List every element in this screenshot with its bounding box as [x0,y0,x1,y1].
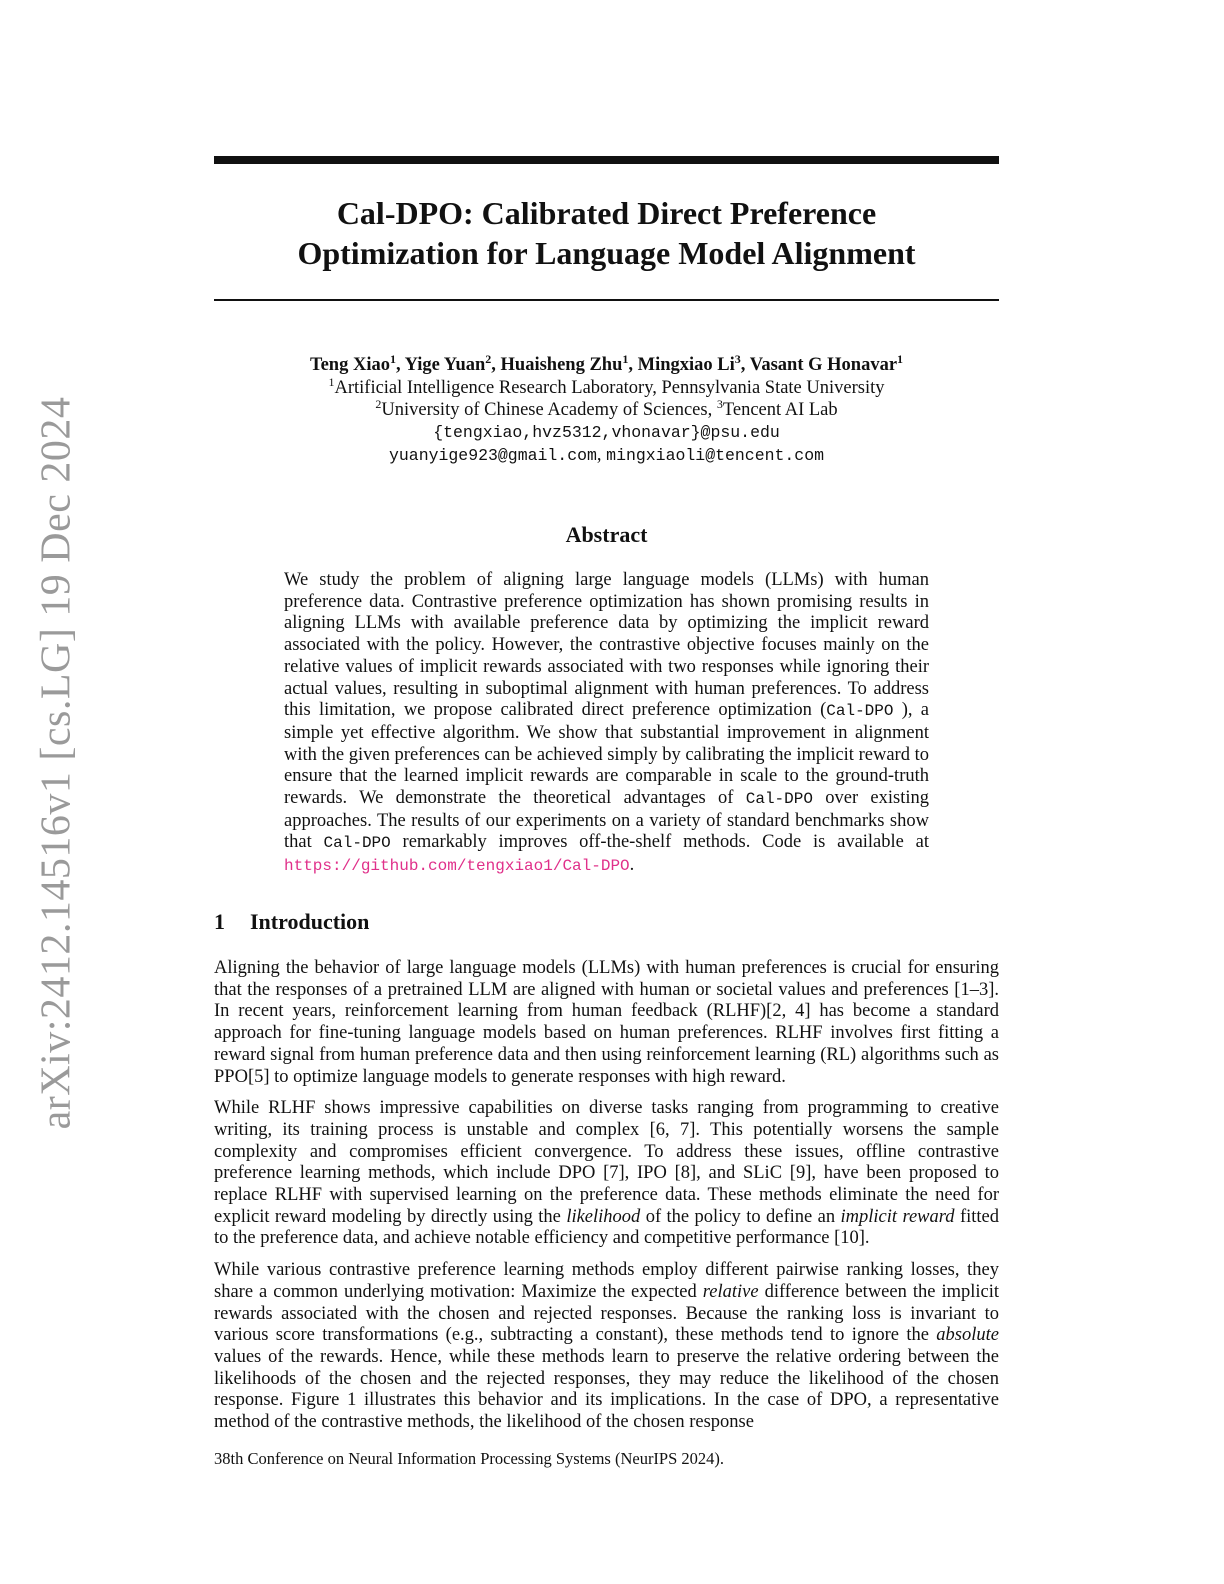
title-bottom-rule [214,299,999,301]
conference-footnote: 38th Conference on Neural Information Processing Systems (NeurIPS 2024). [214,1449,725,1468]
author-block [214,351,999,468]
method-name: Cal-DPO [323,834,391,853]
paragraph: While RLHF shows impressive capabilities on diverse tasks ranging from programming to creative writing, its training process is unstable and complex [6, 7]. This potentially worsens the sample complexity and compromises efficient convergence. To address these issues, offline contrastive preference learning methods, which include DPO [7], IPO [8], and SLiC [9], have been proposed to replace RLHF with supervised learning on the preference data. These methods eliminate the need for explicit reward modeling by directly using the likelihood of the policy to define an implicit reward fitted to the preference data, and achieve notable efficiency and competitive performance [10]. [214,1098,999,1249]
introduction-body [214,958,999,1444]
email-line-2: yuanyige923@gmail.com, mingxiaoli@tencent.com [388,445,825,465]
paper-title: Cal-DPO: Calibrated Direct Preference Optimization for Language Model Alignment [297,195,916,271]
title-top-rule [214,156,999,164]
author: Mingxiao Li$^3$, [637,351,750,375]
arxiv-sidebar [20,396,92,1129]
author: Teng Xiao$^1$, [309,351,405,375]
arxiv-identifier: arXiv:2412.14516v1 [cs.LG] 19 Dec 2024 [33,396,80,1129]
code-repo-link[interactable]: https://github.com/tengxiao1/Cal-DPO [284,857,630,876]
author-list [214,351,999,377]
affiliation-line-2: $^2$University of Chinese Academy of Sciences, $^3$Tencent AI Lab [375,396,838,420]
abstract-text: We study the problem of aligning large language models (LLMs) with human preference data. Contrastive preference optimization has shown promising results in aligning LLMs with available preference data by optimizing the implicit reward associated with the policy. However, the contrastive objective focuses mainly on the relative values of implicit rewards associated with two responses while ignoring their actual values, resulting in suboptimal alignment with human preferences. To address this limitation, we propose calibrated direct preference optimization (Cal-DPO ), a simple yet effective algorithm. We show that substantial improvement in alignment with the given preferences can be achieved simply by calibrating the implicit reward to ensure that the learned implicit rewards are comparable in scale to the ground-truth rewards. We demonstrate the theoretical advantages of Cal-DPO over existing approaches. The results of our experiments on a variety of standard benchmarks show that Cal-DPO remarkably improves off-the-shelf methods. Code is available at https://github.com/tengxiao1/Cal-DPO. [284,570,930,876]
method-name: Cal-DPO [745,790,813,809]
author: Yige Yuan$^2$, [404,351,501,375]
author: Huaisheng Zhu$^1$, [500,351,638,375]
email-line-1: {tengxiao,hvz5312,vhonavar}@psu.edu [433,422,780,442]
section-heading-introduction: 1 Introduction [214,909,370,934]
abstract-heading: Abstract [565,522,648,547]
author: Vasant G Honavar$^1$ [749,351,904,375]
method-name: Cal-DPO [826,702,894,721]
affiliation-line-1: $^1$Artificial Intelligence Research Laboratory, Pennsylvania State University [328,374,885,398]
paragraph: Aligning the behavior of large language models (LLMs) with human preferences is crucial for ensuring that the responses of a pretrained LLM are aligned with human or societal values and preferences [1–3]. In recent years, reinforcement learning from human feedback (RLHF)[2, 4] has become a standard approach for fine-tuning language models based on human preferences. RLHF involves first fitting a reward signal from human preference data and then using reinforcement learning (RL) algorithms such as PPO[5] to optimize language models to generate responses with high reward. [214,958,999,1087]
paragraph: While various contrastive preference learning methods employ different pairwise ranking losses, they share a common underlying motivation: Maximize the expected relative difference between the implicit rewards associated with the chosen and rejected responses. Because the ranking loss is invariant to various score transformations (e.g., subtracting a constant), these methods tend to ignore the absolute values of the rewards. Hence, while these methods learn to preserve the relative ordering between the likelihoods of the chosen and the rejected responses, they may reduce the likelihood of the chosen response. Figure 1 illustrates this behavior and its implications. In the case of DPO, a representative method of the contrastive methods, the likelihood of the chosen response [214,1260,1000,1433]
